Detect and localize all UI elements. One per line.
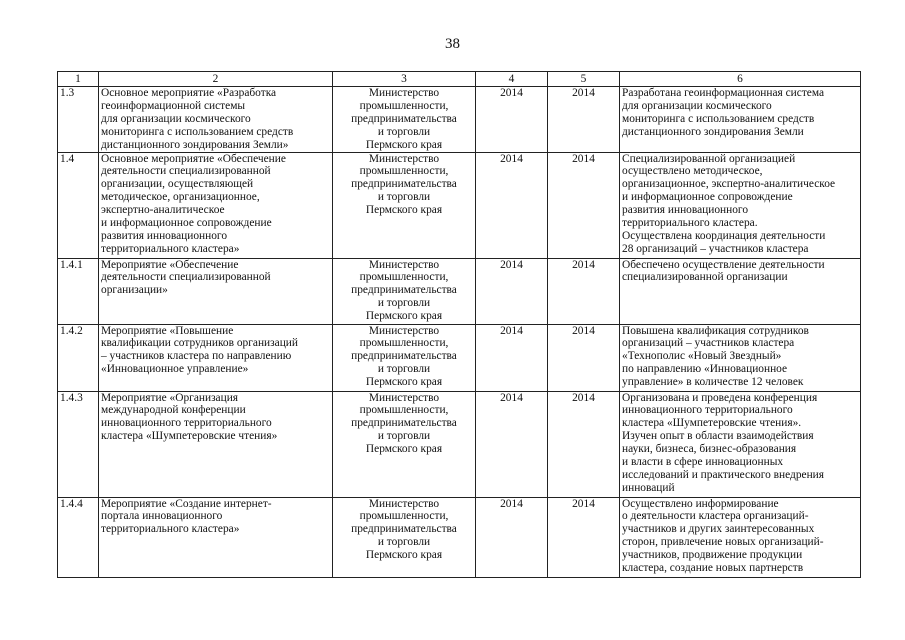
table-row: [58, 497, 861, 577]
measure-name: Мероприятие «Обеспечение деятельности специализированной организации»: [99, 258, 333, 324]
executor: Министерство промышленности, предпринимательства и торговли Пермского края: [333, 391, 476, 497]
header-col-6: 6: [620, 72, 861, 87]
end-year: 2014: [548, 152, 620, 258]
header-col-3: 3: [333, 72, 476, 87]
header-col-1: 1: [58, 72, 99, 87]
start-year: 2014: [476, 87, 548, 153]
expected-result: Обеспечено осуществление деятельности специализированной организации: [620, 258, 861, 324]
row-number: 1.4.2: [58, 324, 99, 391]
row-number: 1.4.4: [58, 497, 99, 577]
header-col-5: 5: [548, 72, 620, 87]
measure-name: Основное мероприятие «Разработка геоинформационной системы для организации космического мониторинга с использованием средств дистанционного зондирования Земли»: [99, 87, 333, 153]
end-year: 2014: [548, 391, 620, 497]
header-col-4: 4: [476, 72, 548, 87]
expected-result: Повышена квалификация сотрудников организаций – участников кластера «Технополис «Новый Звездный» по направлению «Инновационное управление» в количестве 12 человек: [620, 324, 861, 391]
start-year: 2014: [476, 152, 548, 258]
table-row: [58, 324, 861, 391]
table-body: [58, 87, 861, 578]
table-row: [58, 152, 861, 258]
expected-result: Специализированной организацией осуществлено методическое, организационное, экспертно-аналитическое и информационное сопровождение развития инновационного территориального кластера. Осуществлена координация деятельности 28 организаций – участников кластера: [620, 152, 861, 258]
end-year: 2014: [548, 87, 620, 153]
row-number: 1.4.1: [58, 258, 99, 324]
row-number: 1.4.3: [58, 391, 99, 497]
start-year: 2014: [476, 497, 548, 577]
measure-name: Мероприятие «Создание интернет- портала инновационного территориального кластера»: [99, 497, 333, 577]
start-year: 2014: [476, 258, 548, 324]
table-header: [58, 72, 861, 87]
expected-result: Организована и проведена конференция инновационного территориального кластера «Шумпетеровские чтения». Изучен опыт в области взаимодействия науки, бизнеса, бизнес-образования и власти в сфере инновационных исследований и практического внедрения инноваций: [620, 391, 861, 497]
start-year: 2014: [476, 324, 548, 391]
end-year: 2014: [548, 324, 620, 391]
expected-result: Осуществлено информирование о деятельности кластера организаций- участников и других заинтересованных сторон, привлечение новых организаций- участников, продвижение продукции кластера, создание новых партнерств: [620, 497, 861, 577]
header-row: [58, 72, 861, 87]
expected-result: Разработана геоинформационная система для организации космического мониторинга с использованием средств дистанционного зондирования Земли: [620, 87, 861, 153]
executor: Министерство промышленности, предпринимательства и торговли Пермского края: [333, 87, 476, 153]
end-year: 2014: [548, 258, 620, 324]
measure-name: Мероприятие «Организация международной конференции инновационного территориального кластера «Шумпетеровские чтения»: [99, 391, 333, 497]
page-number: 38: [445, 36, 460, 52]
executor: Министерство промышленности, предпринимательства и торговли Пермского края: [333, 497, 476, 577]
table-row: [58, 391, 861, 497]
start-year: 2014: [476, 391, 548, 497]
executor: Министерство промышленности, предпринимательства и торговли Пермского края: [333, 324, 476, 391]
measure-name: Основное мероприятие «Обеспечение деятельности специализированной организации, осуществляющей методическое, организационное, экспертно-аналитическое и информационное сопровождение развития инновационного территориального кластера»: [99, 152, 333, 258]
end-year: 2014: [548, 497, 620, 577]
executor: Министерство промышленности, предпринимательства и торговли Пермского края: [333, 258, 476, 324]
measure-name: Мероприятие «Повышение квалификации сотрудников организаций – участников кластера по направлению «Инновационное управление»: [99, 324, 333, 391]
table-row: [58, 87, 861, 153]
executor: Министерство промышленности, предпринимательства и торговли Пермского края: [333, 152, 476, 258]
header-col-2: 2: [99, 72, 333, 87]
table-row: [58, 258, 861, 324]
row-number: 1.3: [58, 87, 99, 153]
row-number: 1.4: [58, 152, 99, 258]
measures-table: [57, 71, 861, 578]
